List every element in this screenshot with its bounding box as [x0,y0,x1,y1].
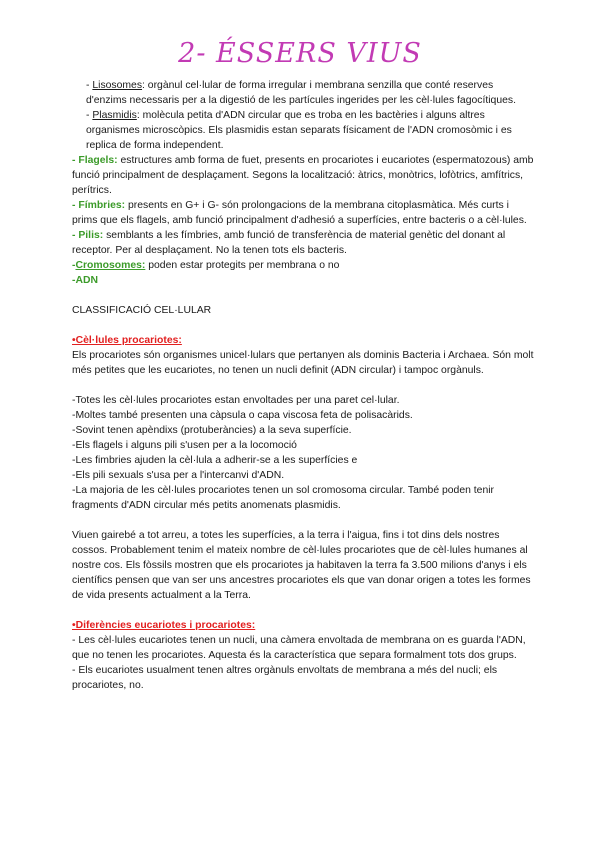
list-item: -Totes les cèl·lules procariotes estan envoltades per una paret cel·lular. [72,395,400,406]
fimbries-term: Fímbries: [78,200,126,211]
fimbries-definition: - Fímbries: presents en G+ i G- són prolongacions de la membrana citoplasmàtica. Més curts i prims que els flagels, amb funció principalment d'adhesió a superfícies, entre bacteris o a cèl·lules. [72,200,527,226]
pilis-term: Pilis: [78,230,104,241]
plasmidis-term: Plasmidis [92,110,137,121]
cromosomes-term: Cromosomes: [75,260,146,271]
flagels-term: Flagels: [78,155,118,166]
cromosomes-definition: -Cromosomes: poden estar protegits per membrana o no [72,260,340,271]
list-item: - Els eucariotes usualment tenen altres orgànuls envoltats de membrana a més del nucli; els procariotes, no. [72,665,498,691]
document-body [72,78,534,693]
list-item: -Els flagels i alguns pili s'usen per a la locomoció [72,440,297,451]
pilis-definition: - Pilis: semblants a les fímbries, amb funció de transferència de material genètic del donant al receptor. Per al desplaçament. No la tenen tots els bacteris. [72,230,506,256]
list-item: -Les fimbries ajuden la cèl·lula a adherir-se a les superfícies e [72,455,358,466]
list-item: -La majoria de les cèl·lules procariotes tenen un sol cromosoma circular. També poden tenir fragments d'ADN circular més petits anomenats plasmidis. [72,485,494,511]
list-item: -Els pili sexuals s'usa per a l'intercanvi d'ADN. [72,470,285,481]
procariotes-paragraph: Viuen gairebé a tot arreu, a totes les superfícies, a la terra i l'aigua, fins i tot dins dels nostres cossos. Probablement tenim el mateix nombre de cèl·lules procariotes que de cèl·lules humanes al nostre cos. Els fòssils mostren que els procariotes ja habitaven la terra fa 3.500 milions d'anys i els científics pensen que van ser uns ancestres procariotes els que van donar origen a totes les formes de vida presents actualment a la Terra. [72,530,531,601]
list-item: - Les cèl·lules eucariotes tenen un nucli, una càmera envoltada de membrana on es guarda l'ADN, que no tenen les procariotes. Aquesta és la característica que separa formalment tots dos grups. [72,635,526,661]
list-item: -Moltes també presenten una càpsula o capa viscosa feta de polisacàrids. [72,410,413,421]
list-item: -Sovint tenen apèndixs (protuberàncies) a la seva superfície. [72,425,352,436]
diferencies-heading: •Diferències eucariotes i procariotes: [72,620,256,631]
lisosomes-term: Lisosomes [92,80,143,91]
lisosomes-definition: - Lisosomes: orgànul cel·lular de forma irregular i membrana senzilla que conté reserves d'enzims necessaris per a la digestió de les partícules ingerides per les cèl·lules fagocítiques. [86,80,516,106]
adn-item: -ADN [72,275,98,286]
section-heading-classificacio: CLASSIFICACIÓ CEL·LULAR [72,305,212,316]
procariotes-heading: •Cèl·lules procariotes: [72,335,182,346]
page-title: 2- ÉSSERS VIUS [178,38,422,69]
plasmidis-definition: - Plasmidis: molècula petita d'ADN circular que es troba en les bactèries i alguns altres organismes microscòpics. Els plasmidis estan separats físicament de l'ADN cromosòmic i es replica de forma independent. [86,110,512,151]
flagels-definition: - Flagels: estructures amb forma de fuet, presents en procariotes i eucariotes (espermatozous) amb funció principalment de desplaçament. Segons la localització: àtrics, monòtrics, lofòtrics, amfítrics, perítrics. [72,155,534,196]
procariotes-intro: Els procariotes són organismes unicel·lulars que pertanyen als dominis Bacteria i Archaea. Són molt més petites que les eucariotes, no tenen un nucli definit (ADN circular) i tampoc orgànuls. [72,350,534,376]
